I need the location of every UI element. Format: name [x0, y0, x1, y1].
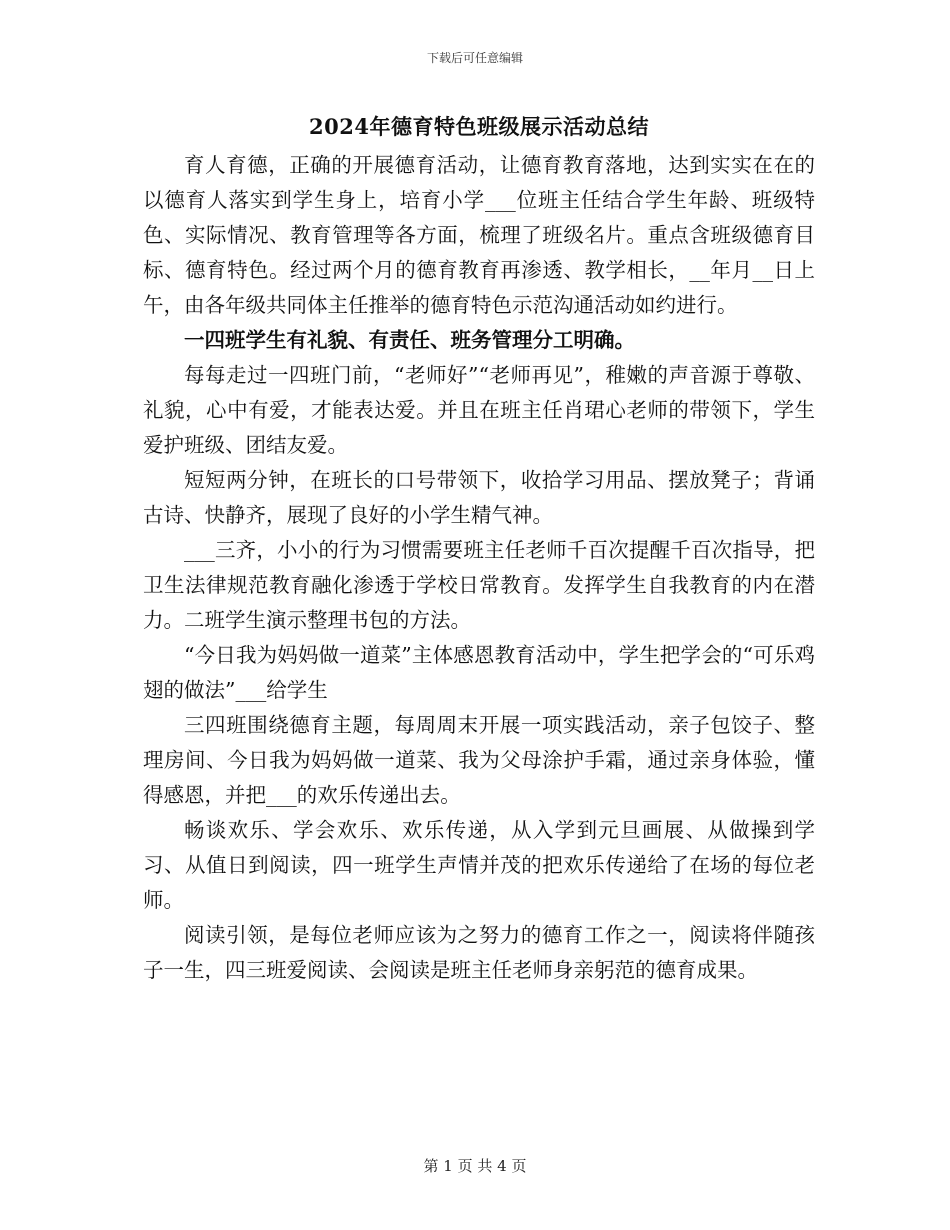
paragraph: “今日我为妈妈做一道菜”主体感恩教育活动中，学生把学会的“可乐鸡翅的做法”___给学生 [143, 643, 815, 702]
paragraph: 三四班围绕德育主题，每周周末开展一项实践活动，亲子包饺子、整理房间、今日我为妈妈做一道菜、我为父母涂护手霜，通过亲身体验，懂得感恩，并把___的欢乐传递出去。 [143, 713, 815, 807]
paragraph: 每每走过一四班门前，“老师好”“老师再见”，稚嫩的声音源于尊敬、礼貌，心中有爱，才能表达爱。并且在班主任肖珺心老师的带领下，学生爱护班级、团结友爱。 [143, 363, 815, 457]
page-header-note: 下载后可任意编辑 [426, 51, 523, 65]
page-number: 第 1 页 共 4 页 [423, 1157, 527, 1175]
section-heading-class-1-4: 一四班学生有礼貌、有责任、班务管理分工明确。 [184, 328, 635, 352]
paragraph: 畅谈欢乐、学会欢乐、欢乐传递，从入学到元旦画展、从做操到学习、从值日到阅读，四一班学生声情并茂的把欢乐传递给了在场的每位老师。 [143, 818, 815, 912]
paragraph-intro: 育人育德，正确的开展德育活动，让德育教育落地，达到实实在在的以德育人落实到学生身上，培育小学___位班主任结合学生年龄、班级特色、实际情况、教育管理等各方面，梳理了班级名片。重点含班级德育目标、德育特色。经过两个月的德育教育再渗透、教学相长，__年月__日上午，由各年级共同体主任推举的德育特色示范沟通活动如约进行。 [143, 153, 815, 317]
document-title: 2024年德育特色班级展示活动总结 [309, 114, 649, 139]
paragraph: ___三齐，小小的行为习惯需要班主任老师千百次提醒千百次指导，把卫生法律规范教育融化渗透于学校日常教育。发挥学生自我教育的内在潜力。二班学生演示整理书包的方法。 [143, 538, 815, 632]
document-body [143, 110, 815, 988]
paragraph: 阅读引领，是每位老师应该为之努力的德育工作之一，阅读将伴随孩子一生，四三班爱阅读、会阅读是班主任老师身亲躬范的德育成果。 [143, 923, 815, 982]
paragraph: 短短两分钟，在班长的口号带领下，收拾学习用品、摆放凳子；背诵古诗、快静齐，展现了良好的小学生精气神。 [143, 468, 815, 527]
